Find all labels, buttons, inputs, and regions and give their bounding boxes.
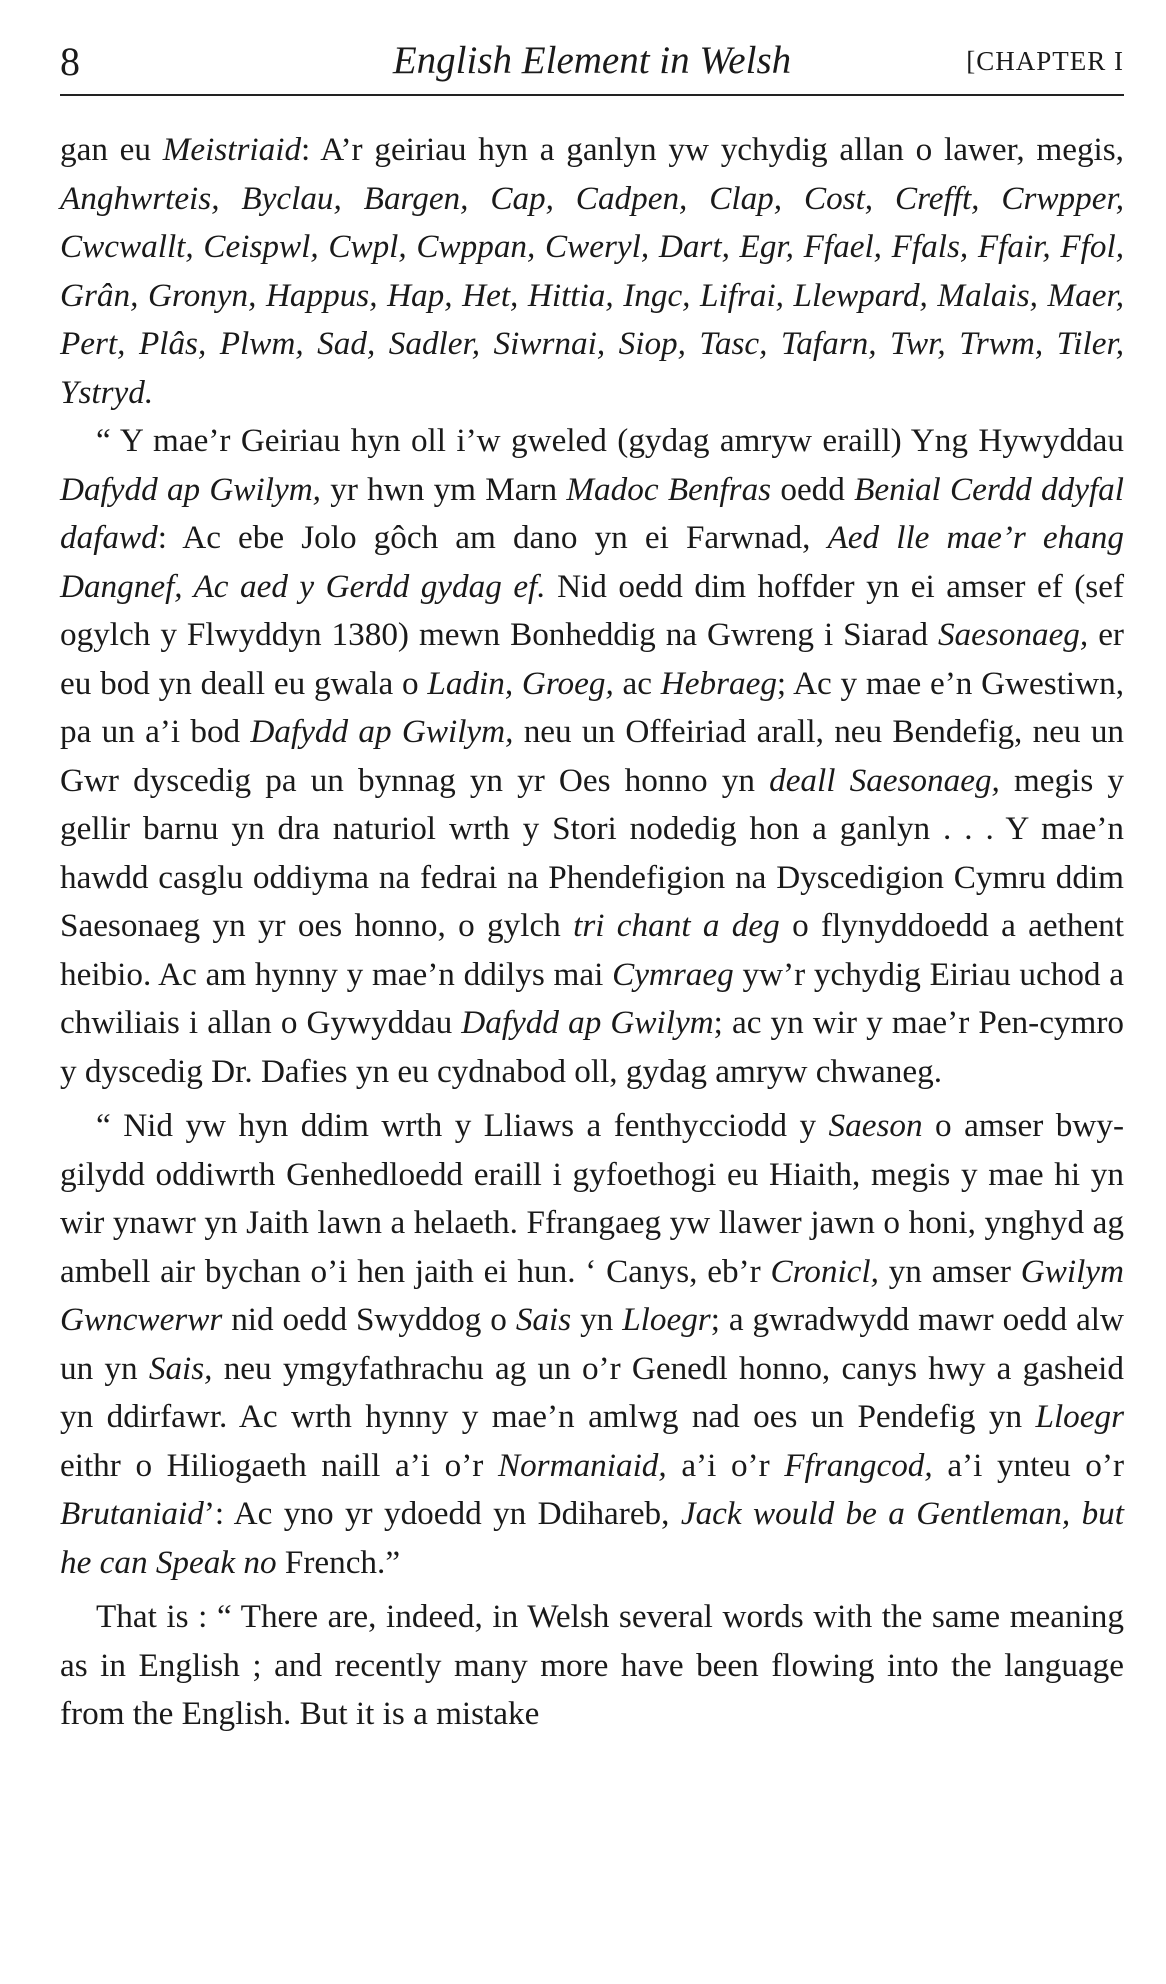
text-run: eithr o Hiliogaeth naill a’i o’r xyxy=(60,1446,498,1484)
text-run: yn xyxy=(571,1301,623,1338)
text-run: nid oedd Swyddog o xyxy=(222,1301,516,1338)
italic-run: Saeson xyxy=(828,1107,923,1144)
text-run: ; a gwradwydd mawr oedd alw un yn xyxy=(60,1301,1124,1387)
text-run: a’i o’r xyxy=(666,1446,785,1484)
italic-run: Dafydd ap Gwilym xyxy=(461,1004,714,1041)
text-run: ; ac yn wir y mae’r Pen-cymro y dyscedig Dr. Dafies yn eu cydnabod oll, gydag amryw chwaneg. xyxy=(60,1004,1124,1090)
italic-run: Cronicl, xyxy=(770,1252,879,1290)
italic-run: Ladin, Groeg, xyxy=(427,664,614,702)
text-run: er eu bod yn deall eu gwala o xyxy=(60,616,1124,702)
text-run: neu un Offeiriad arall, neu Bendefig, neu un Gwr dyscedig pa un bynnag yn yr Oes honno yn xyxy=(60,713,1125,799)
italic-run: Saesonaeg, xyxy=(937,616,1089,653)
italic-run: Lloegr xyxy=(622,1301,711,1338)
text-run: yw’r ychydig Eiriau uchod a chwiliais i allan o Gywyddau xyxy=(60,955,1124,1041)
text-run: ; Ac y mae e’n Gwestiwn, pa un a’i bod xyxy=(60,664,1124,750)
paragraph-2 xyxy=(60,417,1124,1096)
italic-run: Hebraeg xyxy=(660,664,777,702)
text-run: oedd xyxy=(771,470,855,508)
text-run: : Ac ebe Jolo gôch am dano yn ei Farwnad, xyxy=(157,519,828,556)
italic-run: Normaniaid, xyxy=(497,1446,667,1484)
text-run: That is : “ There are, indeed, in Welsh several words with the same meaning as in English ; and recently many more have been flowing into the language from the English. But it is a mistake xyxy=(60,1598,1124,1732)
text-run: : A’r geiriau hyn a ganlyn yw ychydig allan o lawer, megis, xyxy=(301,131,1124,168)
running-title: English Element in Welsh xyxy=(392,39,792,82)
text-run: a’i ynteu o’r xyxy=(932,1446,1125,1484)
italic-run: Brutaniaid xyxy=(60,1495,204,1532)
italic-run: deall Saesonaeg, xyxy=(769,761,1000,799)
italic-run: Aed lle mae’r ehang Dangnef, Ac aed y Gerdd gydag ef. xyxy=(60,519,1124,605)
text-run: yr hwn ym Marn xyxy=(320,470,567,508)
paragraph-1 xyxy=(60,126,1124,417)
italic-run: Gwilym Gwncwerwr xyxy=(60,1252,1124,1338)
text-run: neu ymgyfathrachu ag un o’r Genedl honno, canys hwy a gasheid yn ddirfawr. Ac wrth hynny y mae’n amlwg nad oes un Pendefig yn xyxy=(60,1349,1124,1435)
italic-run: Meistriaid xyxy=(162,131,302,168)
text-run: ac xyxy=(613,664,661,702)
italic-run: Sais xyxy=(515,1301,572,1338)
running-header xyxy=(60,32,1124,96)
italic-run: tri chant a deg xyxy=(573,907,780,944)
text-run: Nid oedd dim hoffder yn ei amser ef (sef ogylch y Flwyddyn 1380) mewn Bonheddig na Gwreng i Siarad xyxy=(60,567,1124,653)
italic-run: Ffrangcod, xyxy=(784,1446,933,1484)
text-run: French.” xyxy=(276,1543,401,1581)
text-run: o flynyddoedd a aethent heibio. Ac am hynny y mae’n ddilys mai xyxy=(60,907,1124,993)
italic-run: Sais, xyxy=(148,1349,213,1387)
italic-run: Jack would be a Gentleman, but he can Speak no xyxy=(60,1495,1124,1581)
paragraph-4 xyxy=(60,1593,1124,1739)
italic-run: Anghwrteis, Byclau, Bargen, Cap, Cadpen, Clap, Cost, Crefft, Crwpper, Cwcwallt, Ceispwl, Cwpl, Cwppan, Cweryl, Dart, Egr, Ffael, Ffals, Ffair, Ffol, Grân, Gronyn, Happus, Hap, Het, Hittia, Ingc, Lifrai, Llewpard, Malais, Maer, Pert, Plâs, Plwm, Sad, Sadler, Siwrnai, Siop, Tasc, Tafarn, Twr, Trwm, Tiler, Ystryd. xyxy=(60,179,1124,411)
italic-run: Dafydd ap Gwilym, xyxy=(60,470,321,508)
text-run: “ Nid yw hyn ddim wrth y Lliaws a fenthycciodd y xyxy=(96,1107,829,1144)
text-run: yn amser xyxy=(878,1252,1021,1290)
text-run: ’: Ac yno yr ydoedd yn Ddihareb, xyxy=(203,1495,681,1532)
text-run: “ Y mae’r Geiriau hyn oll i’w gweled (gydag amryw eraill) Yng Hywyddau xyxy=(96,422,1124,459)
italic-run: Benial Cerdd ddyfal dafawd xyxy=(60,470,1124,556)
italic-run: Madoc Benfras xyxy=(566,470,772,508)
text-run: megis y gellir barnu yn dra naturiol wrth y Stori nodedig hon a ganlyn . . . Y mae’n hawdd casglu oddiyma na fedrai na Phendefigion na Dyscedigion Cymru ddim Saesonaeg yn yr oes honno, o gylch xyxy=(60,761,1124,944)
italic-run: Dafydd ap Gwilym, xyxy=(250,713,514,750)
text-run: o amser bwy-gilydd oddiwrth Genhedloedd eraill i gyfoethogi eu Hiaith, megis y mae hi yn wir ynawr yn Jaith lawn a helaeth. Ffrangaeg yw llawer jawn o honi, ynghyd ag ambell air bychan o’i hen jaith ei hun. ‘ Canys, eb’r xyxy=(60,1107,1125,1290)
text-run: gan eu xyxy=(60,131,163,168)
body-text xyxy=(60,126,1124,1739)
italic-run: Cymraeg xyxy=(612,955,734,993)
paragraph-3 xyxy=(60,1102,1124,1587)
chapter-label: [CHAPTER I xyxy=(966,46,1124,76)
page-number: 8 xyxy=(60,39,80,84)
italic-run: Lloegr xyxy=(1035,1398,1124,1435)
